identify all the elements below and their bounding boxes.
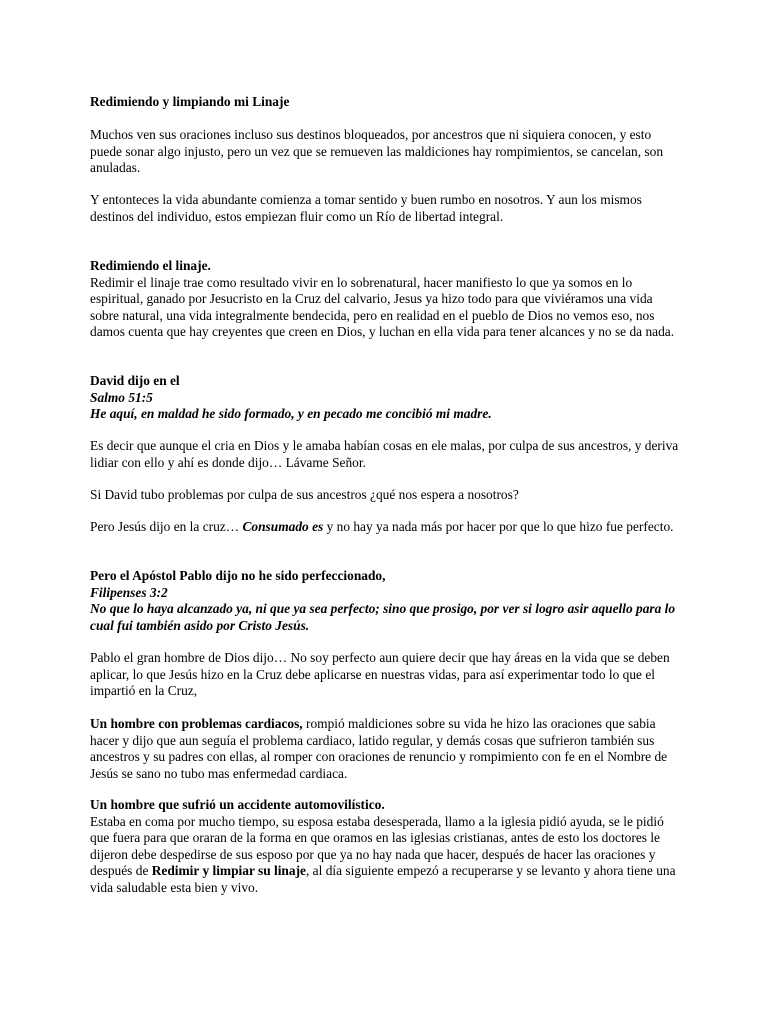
section-heading: Pero el Apóstol Pablo dijo no he sido perfeccionado, bbox=[90, 568, 386, 583]
paragraph-abundant-life: Y entonteces la vida abundante comienza a tomar sentido y buen rumbo en nosotros. Y aun los mismos destinos del individuo, estos empiezan fluir como un Río de libertad integral. bbox=[90, 192, 642, 224]
emphasis-consumado: Consumado es bbox=[242, 519, 324, 534]
paragraph-pablo: Pablo el gran hombre de Dios dijo… No soy perfecto aun quiere decir que hay áreas en la vida que se deben aplicar, lo que Jesús hizo en la Cruz debe aplicarse en nuestras vidas, para así experimentar todo lo que el impartió en la Cruz, bbox=[90, 650, 670, 699]
scripture-reference: Salmo 51:5 bbox=[90, 389, 153, 405]
section-pablo bbox=[90, 568, 684, 634]
scripture-reference: Filipenses 3:2 bbox=[90, 584, 168, 600]
paragraph-testimony-accident: Estaba en coma por mucho tiempo, su esposa estaba desesperada, llamo a la iglesia pidió ayuda, se le pidió que fuera para que oraran de la forma en que oramos en las iglesias cristianas, antes de esto los doctores le dijeron debe despedirse de sus esposo por que ya no hay nada que hacer, después de hacer las oraciones y después de Redimir y limpiar su linaje, al día siguiente empezó a recuperarse y se levanto y ahora tiene una vida saludable esta bien y vivo. bbox=[90, 813, 676, 895]
paragraph-testimony-heart: Un hombre con problemas cardiacos, rompió maldiciones sobre su vida he hizo las oraciones que sabia hacer y dijo que aun seguía el problema cardiaco, latido regular, y demás cosas que sufrieron también sus ancestros y su padres con ellas, al romper con oraciones de renuncio y rompimiento con fe en el Nombre de Jesús se sano no tubo mas enfermedad cardiaca. bbox=[90, 716, 668, 781]
section-redimiendo bbox=[90, 258, 684, 341]
paragraph-explanation: Es decir que aunque el cria en Dios y le amaba habían cosas en ele malas, por culpa de sus ancestros, y deriva lidiar con ello y ahí es donde dijo… Lávame Señor. bbox=[90, 438, 679, 470]
section-david bbox=[90, 373, 684, 423]
paragraph-redimir: Redimir el linaje trae como resultado vivir en lo sobrenatural, hacer manifiesto lo que ya somos en lo espiritual, ganado por Jesucristo en la Cruz del calvario, Jesus ya hizo todo para que viviéramos una vida sobre natural, una vida integralmente bendecida, pero en realidad en el pueblo de Dios no vemos eso, nos damos cuenta que hay creyentes que creen en Dios, y luchan en ella vida para tener alcances y no se da nada. bbox=[90, 274, 675, 340]
scripture-quote: No que lo haya alcanzado ya, ni que ya sea perfecto; sino que prosigo, por ver si logro asir aquello para lo cual fui también asido por Cristo Jesús. bbox=[90, 601, 676, 633]
section-heading: David dijo en el bbox=[90, 373, 180, 388]
scripture-quote: He aquí, en maldad he sido formado, y en pecado me concibió mi madre. bbox=[90, 406, 492, 422]
paragraph-consumado: Pero Jesús dijo en la cruz… Consumado es y no hay ya nada más por hacer por que lo que hizo fue perfecto. bbox=[90, 519, 674, 534]
testimony-heading: Un hombre con problemas cardiacos, bbox=[90, 716, 303, 731]
section-accident bbox=[90, 797, 684, 897]
section-heading: Un hombre que sufrió un accidente automovilístico. bbox=[90, 797, 385, 812]
section-heading: Redimiendo el linaje. bbox=[90, 258, 211, 273]
emphasis-redimir: Redimir y limpiar su linaje bbox=[151, 863, 306, 879]
paragraph-question: Si David tubo problemas por culpa de sus ancestros ¿qué nos espera a nosotros? bbox=[90, 487, 519, 502]
document-title: Redimiendo y limpiando mi Linaje bbox=[90, 94, 290, 109]
paragraph-intro: Muchos ven sus oraciones incluso sus destinos bloqueados, por ancestros que ni siquiera conocen, y esto puede sonar algo injusto, pero un vez que se remueven las maldiciones hay rompimientos, se cancelan, son anuladas. bbox=[90, 127, 664, 176]
